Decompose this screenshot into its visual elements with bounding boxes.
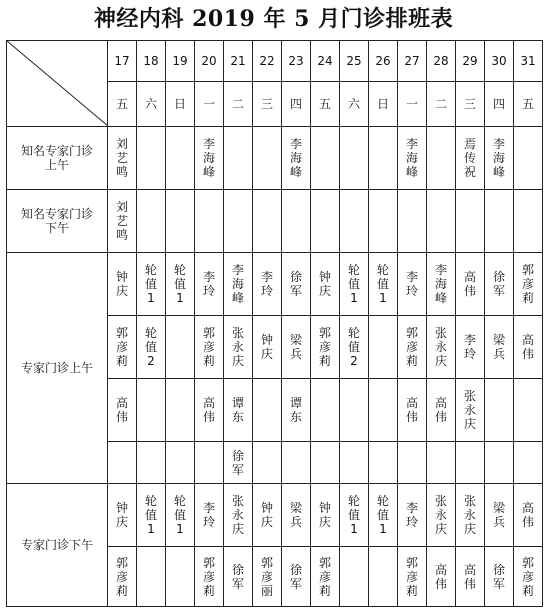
weekday-cell: 五 [311,82,340,127]
duty-cell [398,190,427,253]
doctor-name: 李玲 [260,270,273,298]
date-cell: 26 [369,41,398,82]
duty-cell [108,316,137,379]
duty-cell [456,484,485,547]
doctor-name: 徐军 [231,448,244,477]
duty-cell [514,442,543,484]
weekday-cell: 三 [253,82,282,127]
weekday-cell: 四 [282,82,311,127]
duty-cell [340,190,369,253]
weekday-cell: 五 [108,82,137,127]
duty-cell [485,127,514,190]
duty-cell [195,484,224,547]
duty-cell [485,379,514,442]
duty-cell [166,547,195,607]
duty-cell [195,547,224,607]
doctor-name: 轮值1 [376,263,389,305]
duty-cell [195,190,224,253]
doctor-name: 轮值1 [173,494,186,536]
doctor-name: 李海峰 [434,263,447,305]
doctor-name: 轮值1 [347,263,360,305]
duty-cell [485,442,514,484]
date-cell: 30 [485,41,514,82]
duty-cell [456,379,485,442]
weekday-cell: 四 [485,82,514,127]
duty-cell [456,442,485,484]
duty-cell [311,442,340,484]
duty-cell [108,190,137,253]
weekday-cell: 日 [369,82,398,127]
duty-cell [282,484,311,547]
duty-cell [485,316,514,379]
duty-cell [427,379,456,442]
duty-cell [137,316,166,379]
duty-cell [340,127,369,190]
duty-cell [137,484,166,547]
doctor-name: 钟庆 [260,501,273,529]
doctor-name: 轮值1 [376,494,389,536]
doctor-name: 张永庆 [231,494,244,536]
duty-cell [224,190,253,253]
date-cell: 25 [340,41,369,82]
doctor-name: 张永庆 [231,326,244,368]
duty-cell [282,253,311,316]
doctor-name: 钟庆 [115,270,128,298]
duty-cell [224,127,253,190]
doctor-name: 梁兵 [289,501,302,529]
doctor-name: 张永庆 [463,389,476,431]
weekday-cell: 五 [514,82,543,127]
duty-cell [311,190,340,253]
duty-cell [427,253,456,316]
duty-cell [137,547,166,607]
duty-cell [398,547,427,607]
doctor-name: 钟庆 [318,270,331,298]
table-row [7,190,543,253]
duty-cell [456,316,485,379]
duty-cell [166,253,195,316]
duty-cell [166,442,195,484]
duty-cell [456,253,485,316]
header-corner-cell [7,41,108,127]
duty-cell [253,190,282,253]
duty-cell [485,547,514,607]
duty-cell [253,547,282,607]
duty-cell [195,379,224,442]
duty-cell [253,379,282,442]
date-cell: 31 [514,41,543,82]
duty-cell [485,190,514,253]
duty-cell [340,316,369,379]
duty-cell [137,127,166,190]
doctor-name: 李海峰 [202,137,215,179]
doctor-name: 高伟 [405,396,418,424]
duty-cell [514,547,543,607]
duty-cell [456,127,485,190]
doctor-name: 徐军 [492,270,505,298]
duty-cell [311,316,340,379]
doctor-name: 李玲 [463,333,476,361]
doctor-name: 轮值2 [144,326,157,368]
duty-cell [137,253,166,316]
duty-cell [137,379,166,442]
duty-cell [369,253,398,316]
doctor-name: 徐军 [289,270,302,298]
duty-cell [485,484,514,547]
weekday-cell: 六 [137,82,166,127]
duty-cell [224,316,253,379]
duty-cell [195,316,224,379]
doctor-name: 高伟 [463,562,476,591]
doctor-name: 郭彦莉 [521,263,534,305]
doctor-name: 轮值1 [144,494,157,536]
duty-cell [166,127,195,190]
duty-cell [282,442,311,484]
doctor-name: 张永庆 [463,494,476,536]
doctor-name: 高伟 [202,396,215,424]
corner-diagonal-line [7,41,108,126]
doctor-name: 高伟 [521,333,534,361]
duty-cell [166,190,195,253]
duty-cell [427,547,456,607]
duty-cell [311,379,340,442]
doctor-name: 郭彦莉 [318,555,331,598]
duty-cell [427,442,456,484]
doctor-name: 高伟 [521,501,534,529]
duty-cell [311,253,340,316]
duty-cell [340,442,369,484]
doctor-name: 李海峰 [231,263,244,305]
doctor-name: 谭东 [289,396,302,424]
doctor-name: 徐军 [492,562,505,591]
doctor-name: 李玲 [405,270,418,298]
date-cell: 29 [456,41,485,82]
date-cell: 24 [311,41,340,82]
duty-cell [311,484,340,547]
duty-cell [108,127,137,190]
duty-cell [427,484,456,547]
doctor-name: 李玲 [405,501,418,529]
doctor-name: 张永庆 [434,326,447,368]
duty-cell [108,484,137,547]
duty-cell [398,484,427,547]
duty-cell [224,484,253,547]
duty-cell [427,316,456,379]
doctor-name: 刘艺鸣 [115,137,128,179]
duty-cell [137,442,166,484]
weekday-cell: 六 [340,82,369,127]
doctor-name: 高伟 [463,270,476,298]
duty-cell [108,379,137,442]
header-date-row [7,41,543,82]
duty-cell [514,484,543,547]
duty-cell [456,190,485,253]
doctor-name: 郭彦莉 [115,555,128,598]
duty-cell [195,442,224,484]
section-label: 知名专家门诊上午 [7,127,108,190]
date-cell: 20 [195,41,224,82]
duty-cell [311,127,340,190]
weekday-cell: 一 [398,82,427,127]
duty-cell [427,127,456,190]
doctor-name: 高伟 [115,396,128,424]
date-cell: 19 [166,41,195,82]
table-row [7,484,543,547]
duty-cell [514,253,543,316]
weekday-cell: 一 [195,82,224,127]
duty-cell [224,379,253,442]
doctor-name: 徐军 [231,562,244,591]
duty-cell [340,379,369,442]
doctor-name: 郭彦莉 [521,555,534,598]
doctor-name: 郭彦莉 [202,326,215,368]
duty-cell [340,547,369,607]
duty-cell [398,127,427,190]
weekday-cell: 二 [224,82,253,127]
duty-cell [369,379,398,442]
doctor-name: 李玲 [202,501,215,529]
duty-cell [369,316,398,379]
doctor-name: 钟庆 [318,501,331,529]
page-title: 神经内科 2019 年 5 月门诊排班表 [93,6,454,32]
section-label: 知名专家门诊下午 [7,190,108,253]
duty-cell [340,484,369,547]
duty-cell [369,484,398,547]
duty-cell [253,484,282,547]
doctor-name: 梁兵 [492,333,505,361]
date-cell: 22 [253,41,282,82]
doctor-name: 梁兵 [492,501,505,529]
duty-cell [253,316,282,379]
doctor-name: 轮值1 [173,263,186,305]
duty-cell [253,442,282,484]
weekday-cell: 日 [166,82,195,127]
doctor-name: 轮值2 [347,326,360,368]
doctor-name: 李玲 [202,270,215,298]
doctor-name: 郭彦莉 [318,326,331,368]
doctor-name: 轮值1 [347,494,360,536]
duty-cell [282,379,311,442]
doctor-name: 钟庆 [260,333,273,361]
duty-cell [514,316,543,379]
doctor-name: 李海峰 [405,137,418,179]
duty-cell [427,190,456,253]
duty-cell [137,190,166,253]
weekday-cell: 三 [456,82,485,127]
date-cell: 17 [108,41,137,82]
duty-cell [195,253,224,316]
doctor-name: 郭彦莉 [405,555,418,598]
table-row [7,127,543,190]
duty-cell [311,547,340,607]
duty-cell [398,253,427,316]
doctor-name: 李海峰 [492,137,505,179]
doctor-name: 焉传祝 [463,137,476,179]
duty-cell [166,484,195,547]
duty-cell [224,547,253,607]
date-cell: 28 [427,41,456,82]
duty-cell [398,316,427,379]
doctor-name: 郭彦丽 [260,555,273,598]
duty-cell [282,316,311,379]
duty-cell [195,127,224,190]
doctor-name: 钟庆 [115,501,128,529]
duty-cell [108,442,137,484]
duty-cell [282,547,311,607]
duty-cell [514,379,543,442]
doctor-name: 李海峰 [289,137,302,179]
duty-cell [340,253,369,316]
doctor-name: 徐军 [289,562,302,591]
section-label: 专家门诊上午 [7,253,108,484]
duty-cell [253,127,282,190]
doctor-name: 高伟 [434,562,447,591]
table-row [7,253,543,316]
doctor-name: 梁兵 [289,333,302,361]
section-label: 专家门诊下午 [7,484,108,607]
duty-cell [485,253,514,316]
date-cell: 18 [137,41,166,82]
duty-cell [369,442,398,484]
duty-cell [166,316,195,379]
weekday-cell: 二 [427,82,456,127]
date-cell: 23 [282,41,311,82]
duty-cell [369,190,398,253]
duty-cell [282,190,311,253]
duty-cell [398,379,427,442]
date-cell: 21 [224,41,253,82]
duty-cell [224,442,253,484]
doctor-name: 刘艺鸣 [115,200,128,242]
duty-cell [514,190,543,253]
doctor-name: 高伟 [434,396,447,424]
duty-cell [369,127,398,190]
duty-cell [514,127,543,190]
duty-cell [369,547,398,607]
duty-cell [253,253,282,316]
doctor-name: 郭彦莉 [405,326,418,368]
duty-cell [166,379,195,442]
duty-cell [456,547,485,607]
doctor-name: 谭东 [231,396,244,424]
duty-cell [108,253,137,316]
doctor-name: 郭彦莉 [202,555,215,598]
duty-cell [108,547,137,607]
doctor-name: 张永庆 [434,494,447,536]
doctor-name: 郭彦莉 [115,326,128,368]
duty-cell [224,253,253,316]
date-cell: 27 [398,41,427,82]
duty-cell [282,127,311,190]
duty-cell [398,442,427,484]
doctor-name: 轮值1 [144,263,157,305]
schedule-table [6,40,543,607]
